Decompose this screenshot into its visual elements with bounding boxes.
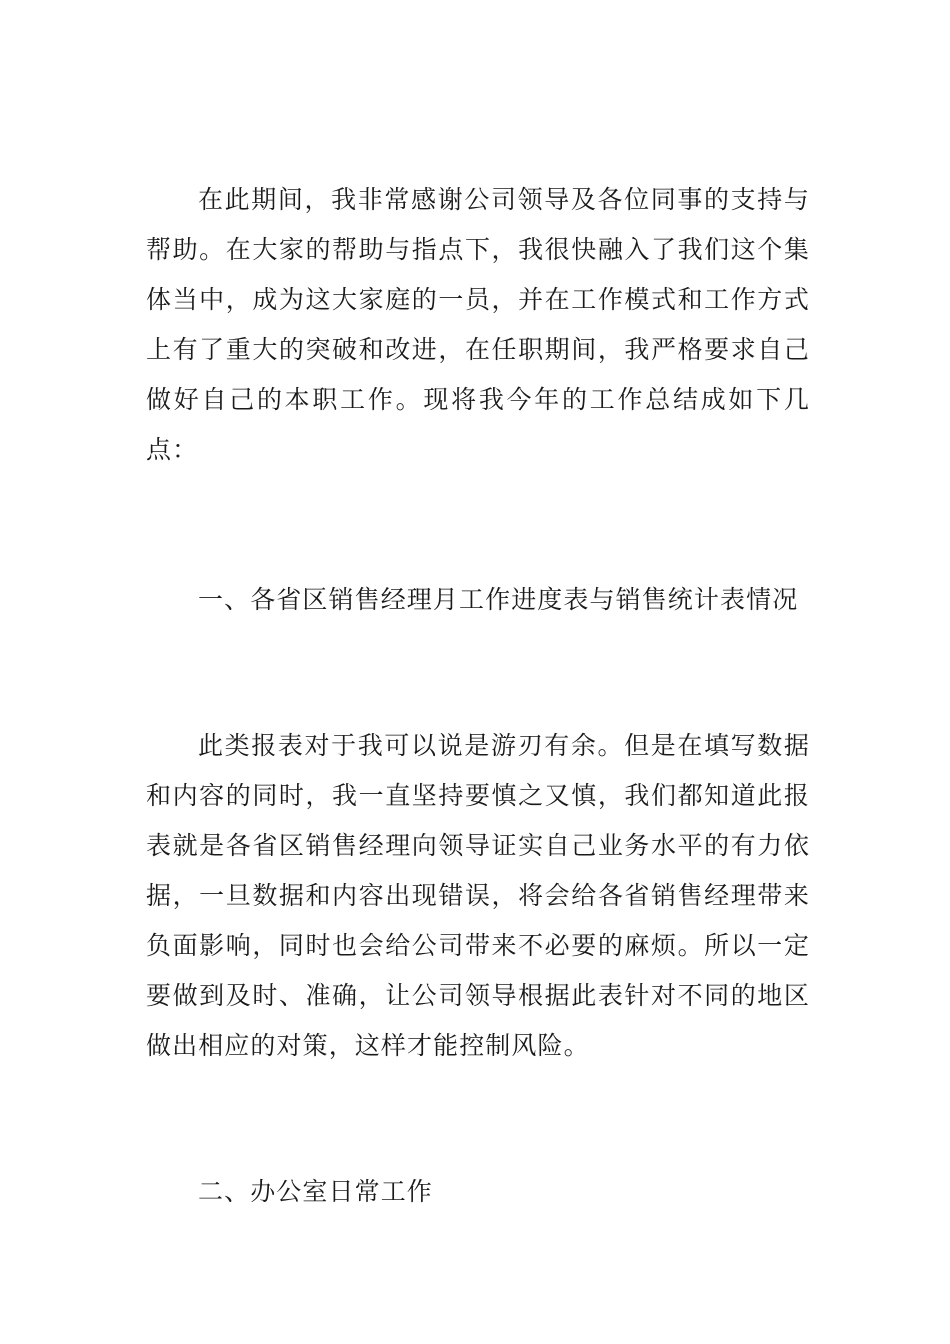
paragraph-intro: 在此期间，我非常感谢公司领导及各位同事的支持与帮助。在大家的帮助与指点下，我很快融入了我们这个集体当中，成为这大家庭的一员，并在工作模式和工作方式上有了重大的突破和改进，在任职期间，我严格要求自己做好自己的本职工作。现将我今年的工作总结成如下几点： <box>146 185 810 464</box>
section-heading-1: 一、各省区销售经理月工作进度表与销售统计表情况 <box>198 585 799 614</box>
document-body <box>146 175 810 1217</box>
paragraph-reports: 此类报表对于我可以说是游刃有余。但是在填写数据和内容的同时，我一直坚持要慎之又慎，我们都知道此报表就是各省区销售经理向领导证实自己业务水平的有力依据，一旦数据和内容出现错误，将会给各省销售经理带来负面影响，同时也会给公司带来不必要的麻烦。所以一定要做到及时、准确，让公司领导根据此表针对不同的地区做出相应的对策，这样才能控制风险。 <box>146 731 810 1060</box>
section-heading-2: 二、办公室日常工作 <box>198 1177 433 1206</box>
